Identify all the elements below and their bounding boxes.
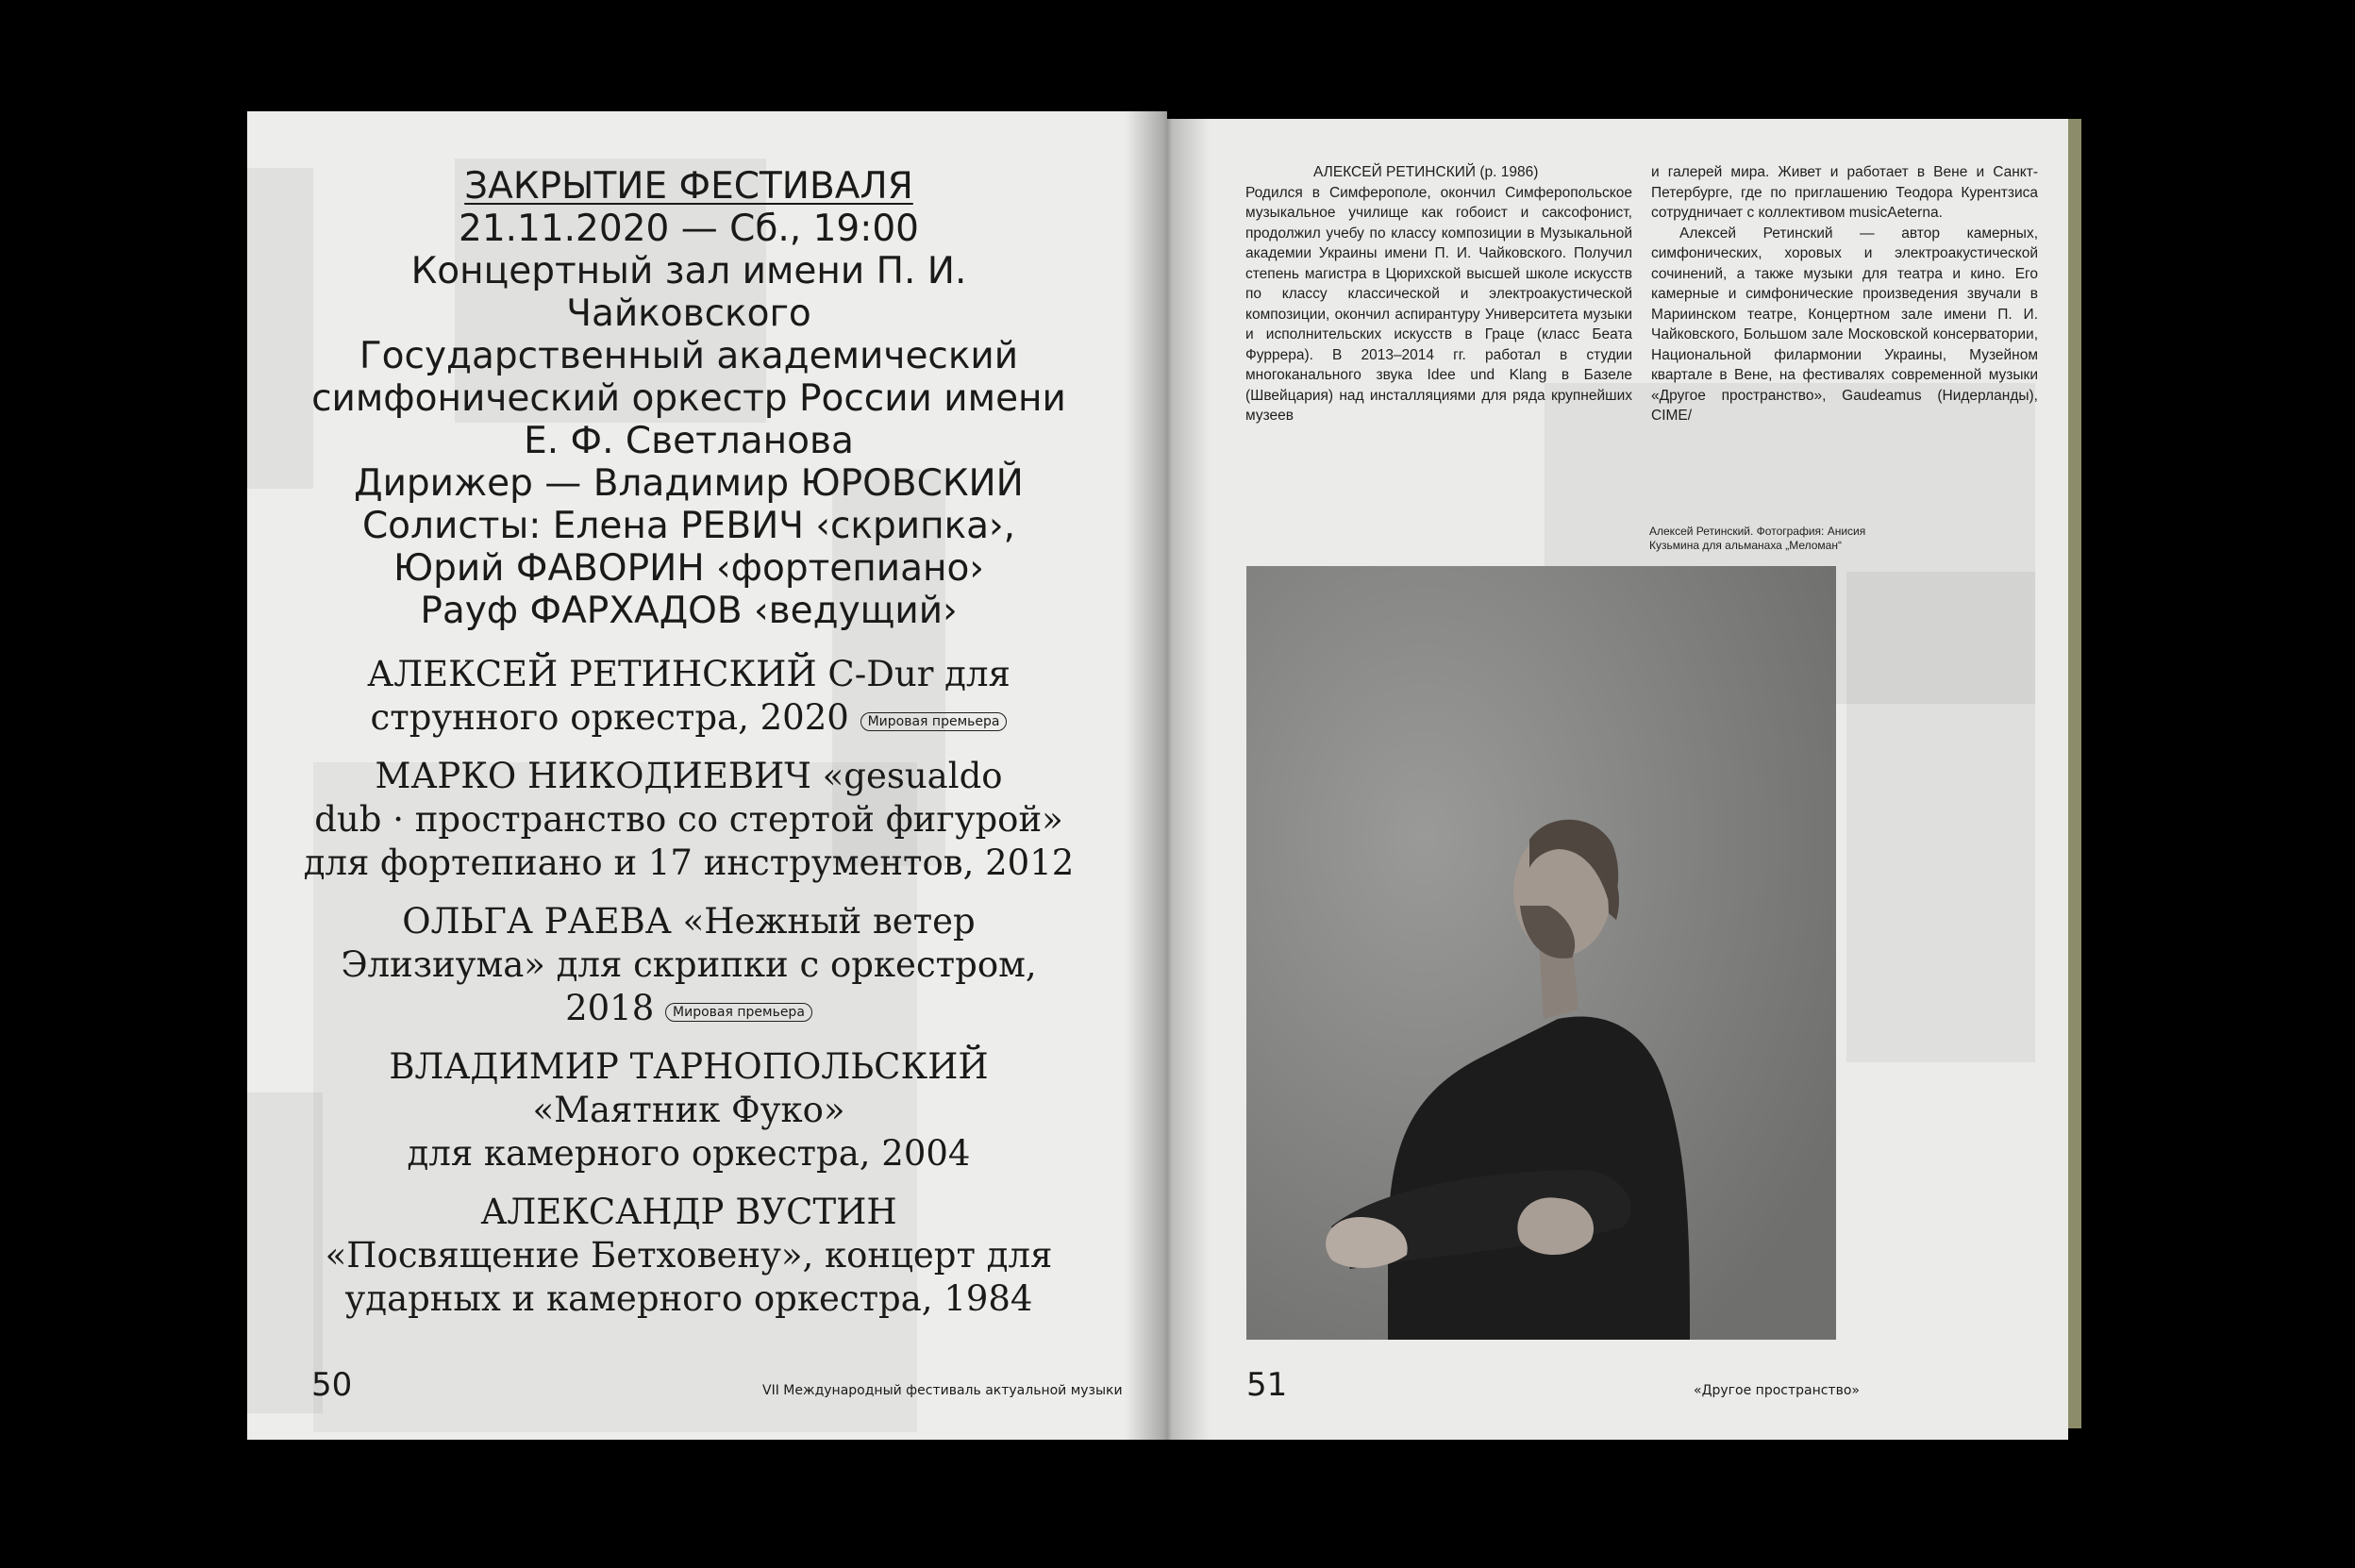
performer-line: симфонический оркестр России имени [311, 377, 1066, 420]
event-venue: Концертный зал имени П. И. Чайковского [410, 250, 967, 335]
works-list [274, 653, 1104, 1321]
work-line: dub · пространство со стертой фигурой» [314, 799, 1063, 840]
work-line: для фортепиано и 17 инструментов, 2012 [303, 842, 1075, 883]
page-number-left: 50 [311, 1366, 353, 1404]
performer-line: Государственный академический [359, 335, 1019, 377]
performer-line: Солисты: Елена РЕВИЧ ‹скрипка›, [361, 505, 1016, 547]
bio-paragraph: Алексей Ретинский — автор камерных, симфонических, хоровых и электроакустической сочинений, а также музыки для театра и кино. Его камерные и симфонические произведения звучали в Мариинском театре, Концертном зале имени П. И. Чайковского, Большом зале Московской консерватории, Национальной филармонии Украины, Музейном квартале в Вене, на фестивалях современной музыки «Другое пространство», Gaudeamus (Нидерланды), CIME/ [1651, 225, 2038, 424]
work-item [274, 1191, 1104, 1321]
performer-line: Рауф ФАРХАДОВ ‹ведущий› [420, 590, 958, 632]
work-line: ударных и камерного оркестра, 1984 [344, 1278, 1033, 1319]
work-line: ОЛЬГА РАЕВА «Нежный ветер [402, 901, 976, 942]
performer-line: Юрий ФАВОРИН ‹фортепиано› [392, 547, 985, 590]
event-title: ЗАКРЫТИЕ ФЕСТИВАЛЯ [464, 165, 913, 208]
work-line: «Посвящение Бетховену», концерт для [325, 1235, 1053, 1276]
work-item [274, 653, 1104, 740]
footer-right: «Другое пространство» [1694, 1383, 1860, 1398]
premiere-badge: Мировая премьера [860, 712, 1008, 731]
work-line: «Маятник Фуко» [532, 1090, 845, 1130]
work-line: для камерного оркестра, 2004 [407, 1133, 971, 1174]
work-line: ВЛАДИМИР ТАРНОПОЛЬСКИЙ [389, 1046, 989, 1087]
work-line: Элизиума» для скрипки с оркестром, [341, 944, 1037, 985]
bio-heading: АЛЕКСЕЙ РЕТИНСКИЙ (р. 1986) [1313, 164, 1539, 180]
performer-line: Дирижер — Владимир ЮРОВСКИЙ [354, 462, 1024, 505]
performers-block [283, 335, 1094, 632]
page-number-right: 51 [1246, 1366, 1288, 1404]
bio-column-1 [1245, 162, 1632, 426]
work-item [274, 1045, 1104, 1176]
work-item [274, 755, 1104, 885]
footer-left: VII Международный фестиваль актуальной музыки [762, 1383, 1123, 1398]
performer-line: Е. Ф. Светланова [524, 420, 854, 462]
photo-caption: Алексей Ретинский. Фотография: Анисия Кузьмина для альманаха „Меломан“ [1649, 525, 1866, 552]
work-line: струнного оркестра, 2020 [370, 697, 849, 738]
bio-paragraph: и галерей мира. Живет и работает в Вене и Санкт-Петербурге, где по приглашению Теодора Курентзиса сотрудничает с коллективом musicAeterna. [1651, 164, 2038, 221]
work-line: 2018 [565, 988, 655, 1028]
work-item [274, 900, 1104, 1030]
work-line: АЛЕКСЕЙ РЕТИНСКИЙ C-Dur для [367, 654, 1010, 694]
bio-paragraph: Родился в Симферополе, окончил Симферопольское музыкальное училище как гобоист и саксофонист, продолжил учебу по классу композиции в Музыкальной академии Украины имени П. И. Чайковского. Получил степень магистра в Цюрихской высшей школе искусств по классу классической и электроакустической композиции, окончил аспирантуру Университета музыки и исполнительских искусств в Граце (класс Беата Фуррера). В 2013–2014 гг. работал в студии многоканального звука Idee und Klang в Базеле (Швейцария) над инсталляциями для ряда крупнейших музеев [1245, 184, 1632, 424]
work-line: МАРКО НИКОДИЕВИЧ «gesualdo [375, 756, 1003, 796]
work-line: АЛЕКСАНДР ВУСТИН [480, 1192, 897, 1232]
premiere-badge: Мировая премьера [665, 1003, 812, 1022]
bio-column-2 [1651, 162, 2038, 426]
event-date-time: 21.11.2020 — Сб., 19:00 [459, 208, 919, 250]
page-edges [2068, 119, 2081, 1428]
portrait-photo [1246, 566, 1836, 1340]
program-header [283, 165, 1094, 335]
portrait-illustration [1246, 566, 1836, 1340]
